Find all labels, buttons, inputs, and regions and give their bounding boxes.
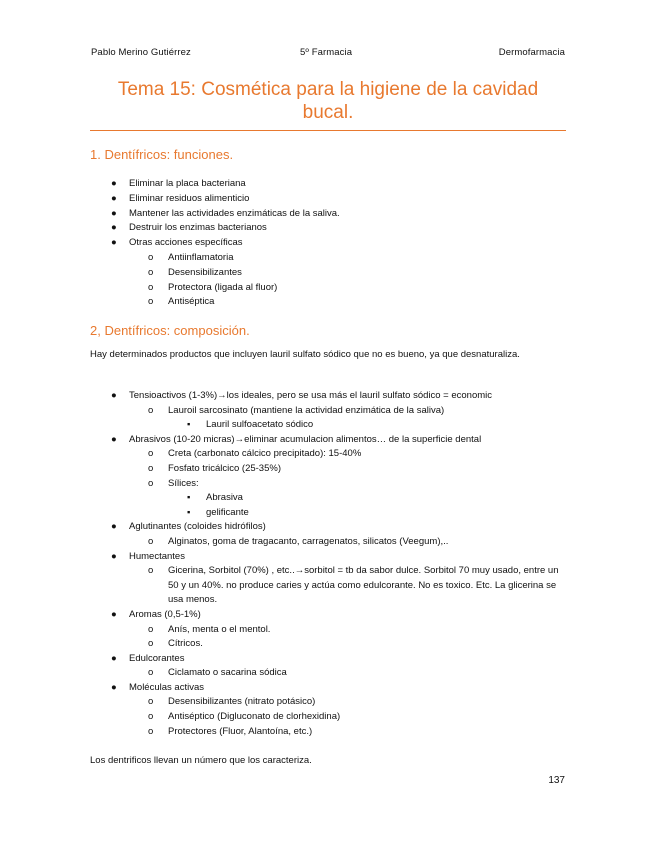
circle-bullet-icon: o bbox=[148, 404, 154, 416]
circle-bullet-icon: o bbox=[148, 462, 154, 474]
circle-bullet-icon: o bbox=[148, 266, 154, 278]
circle-bullet-icon: o bbox=[148, 251, 154, 263]
bullet-icon: ● bbox=[111, 550, 117, 562]
bullet-icon: ● bbox=[111, 178, 117, 189]
sub-list-item: o Anís, menta o el mentol. bbox=[0, 623, 568, 638]
bullet-icon: ● bbox=[111, 681, 117, 693]
sub-list-item: o Gicerina, Sorbitol (70%) , etc..→sorbitol = tb da sabor dulce. Sorbitol 70 muy usado, entre un 50 y un 40%. no produce caries y actúa como edulcorante. No es toxico. Etc. La glicerina se usa menos. bbox=[148, 565, 559, 606]
list-item: ● Eliminar residuos alimenticio bbox=[0, 192, 340, 207]
circle-bullet-icon: o bbox=[148, 448, 154, 460]
list-item: ● Otras acciones específicas bbox=[0, 236, 340, 251]
sub-list-item: o Desensibilizantes bbox=[0, 266, 340, 281]
sub-list-item: o Sílices: bbox=[0, 477, 568, 492]
bullet-icon: ● bbox=[111, 608, 117, 620]
closing-paragraph: Los dentrificos llevan un número que los caracteriza. bbox=[90, 755, 312, 766]
circle-bullet-icon: o bbox=[148, 296, 154, 308]
bullet-icon: ● bbox=[111, 222, 117, 234]
composition-list bbox=[0, 389, 568, 739]
circle-bullet-icon: o bbox=[148, 565, 154, 577]
square-bullet-icon: ▪ bbox=[187, 492, 191, 504]
header-subject: Dermofarmacia bbox=[498, 47, 565, 58]
list-item: ● Eliminar la placa bacteriana bbox=[0, 177, 340, 192]
bullet-icon: ● bbox=[111, 237, 117, 249]
circle-bullet-icon: o bbox=[148, 477, 154, 489]
page-title: Tema 15: Cosmética para la higiene de la cavidad bucal. bbox=[117, 79, 539, 123]
bullet-icon: ● bbox=[111, 652, 117, 664]
bullet-icon: ● bbox=[111, 433, 117, 445]
list-item: ● Moléculas activas bbox=[0, 681, 568, 696]
list-item: ● Humectantes bbox=[0, 550, 568, 565]
sub-list-item: o Creta (carbonato cálcico precipitado): 15-40% bbox=[0, 447, 568, 462]
circle-bullet-icon: o bbox=[148, 638, 154, 650]
section2-heading: 2, Dentífricos: composición. bbox=[90, 323, 250, 338]
sub-list-item: o Antiséptica bbox=[0, 295, 340, 310]
sub-list-item: o Antiinflamatoria bbox=[0, 251, 340, 266]
list-item: ● Aglutinantes (coloides hidrófilos) bbox=[0, 520, 568, 535]
intro-paragraph: Hay determinados productos que incluyen lauril sulfato sódico que no es bueno, ya que desnaturaliza. bbox=[90, 349, 520, 360]
square-bullet-icon: ▪ bbox=[187, 506, 191, 518]
circle-bullet-icon: o bbox=[148, 281, 154, 293]
sub-list-item: o Antiséptico (Digluconato de clorhexidina) bbox=[0, 710, 568, 725]
list-item: ● Destruir los enzimas bacterianos bbox=[0, 221, 340, 236]
sub-sub-list-item: ▪ Abrasiva bbox=[0, 491, 568, 506]
sub-list-item: o Protectora (ligada al fluor) bbox=[0, 281, 340, 296]
circle-bullet-icon: o bbox=[148, 725, 154, 737]
circle-bullet-icon: o bbox=[148, 535, 154, 547]
bullet-icon: ● bbox=[111, 390, 117, 401]
sub-list-item: o Cítricos. bbox=[0, 637, 568, 652]
list-item: ● Abrasivos (10-20 micras)→eliminar acumulacion alimentos… de la superficie dental bbox=[0, 433, 568, 448]
circle-bullet-icon: o bbox=[148, 711, 154, 723]
list-item: ● Edulcorantes bbox=[0, 652, 568, 667]
sub-list-item: o Lauroil sarcosinato (mantiene la actividad enzimática de la saliva) bbox=[0, 404, 568, 419]
sub-sub-list-item: ▪ Lauril sulfoacetato sódico bbox=[0, 418, 568, 433]
bullet-icon: ● bbox=[111, 192, 117, 204]
section1-heading: 1. Dentífricos: funciones. bbox=[90, 147, 234, 162]
page-number: 137 bbox=[548, 775, 565, 786]
circle-bullet-icon: o bbox=[148, 623, 154, 635]
sub-sub-list-item: ▪ gelificante bbox=[0, 506, 568, 521]
sub-list-item: o Protectores (Fluor, Alantoína, etc.) bbox=[0, 725, 568, 740]
bullet-icon: ● bbox=[111, 207, 117, 219]
circle-bullet-icon: o bbox=[148, 667, 154, 679]
list-item: ● Tensioactivos (1-3%)→los ideales, pero se usa más el lauril sulfato sódico = economic bbox=[0, 389, 568, 404]
functions-list bbox=[0, 177, 340, 310]
title-divider bbox=[90, 130, 566, 131]
sub-list-item: o Alginatos, goma de tragacanto, carragenatos, silicatos (Veegum),.. bbox=[0, 535, 568, 550]
header-course: 5º Farmacia bbox=[300, 47, 353, 58]
sub-list-item: o Ciclamato o sacarina sódica bbox=[0, 666, 568, 681]
sub-list-item: o Fosfato tricálcico (25-35%) bbox=[0, 462, 568, 477]
bullet-icon: ● bbox=[111, 521, 117, 533]
header-author: Pablo Merino Gutiérrez bbox=[91, 47, 191, 58]
list-item: ● Mantener las actividades enzimáticas de la saliva. bbox=[0, 207, 340, 222]
circle-bullet-icon: o bbox=[148, 696, 154, 708]
square-bullet-icon: ▪ bbox=[187, 419, 191, 431]
list-item: ● Aromas (0,5-1%) bbox=[0, 608, 568, 623]
sub-list-item: o Desensibilizantes (nitrato potásico) bbox=[0, 695, 568, 710]
